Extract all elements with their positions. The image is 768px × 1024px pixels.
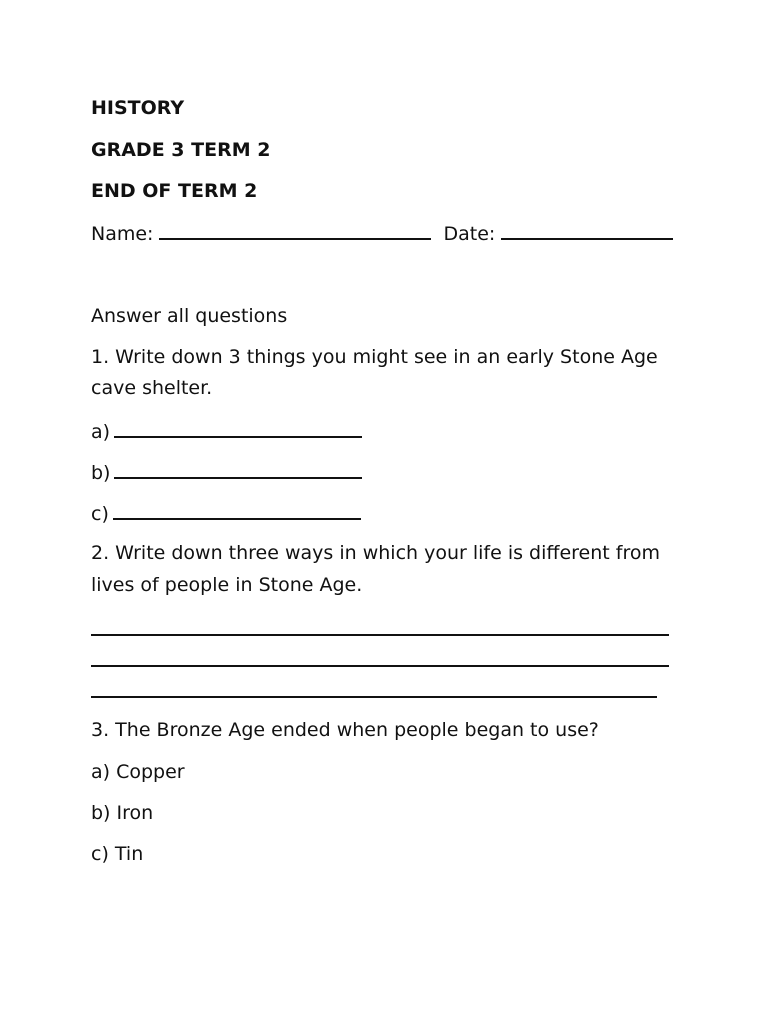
answer-c-label: c) — [91, 503, 109, 525]
question-1-text-line1: 1. Write down 3 things you might see in an early Stone Age — [91, 346, 658, 368]
question-2-answer-line-3[interactable] — [91, 696, 657, 698]
instructions: Answer all questions — [91, 305, 288, 327]
question-1-answer-c — [91, 500, 361, 526]
answer-b-label: b) — [91, 462, 111, 484]
question-3-option-a: a) Copper — [91, 761, 185, 783]
question-1-answer-b — [91, 459, 362, 485]
name-label: Name: — [91, 223, 154, 245]
name-blank[interactable] — [159, 220, 431, 240]
question-3-option-b: b) Iron — [91, 802, 154, 824]
date-label: Date: — [443, 223, 496, 245]
question-2-text-line2: lives of people in Stone Age. — [91, 574, 363, 596]
answer-c-blank[interactable] — [113, 500, 361, 520]
exam-heading: END OF TERM 2 — [91, 180, 258, 202]
answer-b-blank[interactable] — [114, 459, 362, 479]
question-3-option-c: c) Tin — [91, 843, 144, 865]
subject-heading: HISTORY — [91, 97, 185, 119]
answer-a-label: a) — [91, 421, 111, 443]
answer-a-blank[interactable] — [114, 418, 362, 438]
name-date-row — [91, 220, 673, 246]
question-3-text: 3. The Bronze Age ended when people began to use? — [91, 719, 599, 741]
question-2-answer-line-2[interactable] — [91, 665, 669, 667]
question-2-answer-line-1[interactable] — [91, 634, 669, 636]
date-blank[interactable] — [501, 220, 673, 240]
question-1-answer-a — [91, 418, 362, 444]
grade-heading: GRADE 3 TERM 2 — [91, 139, 271, 161]
question-1-text-line2: cave shelter. — [91, 377, 213, 399]
question-2-text-line1: 2. Write down three ways in which your life is different from — [91, 542, 660, 564]
